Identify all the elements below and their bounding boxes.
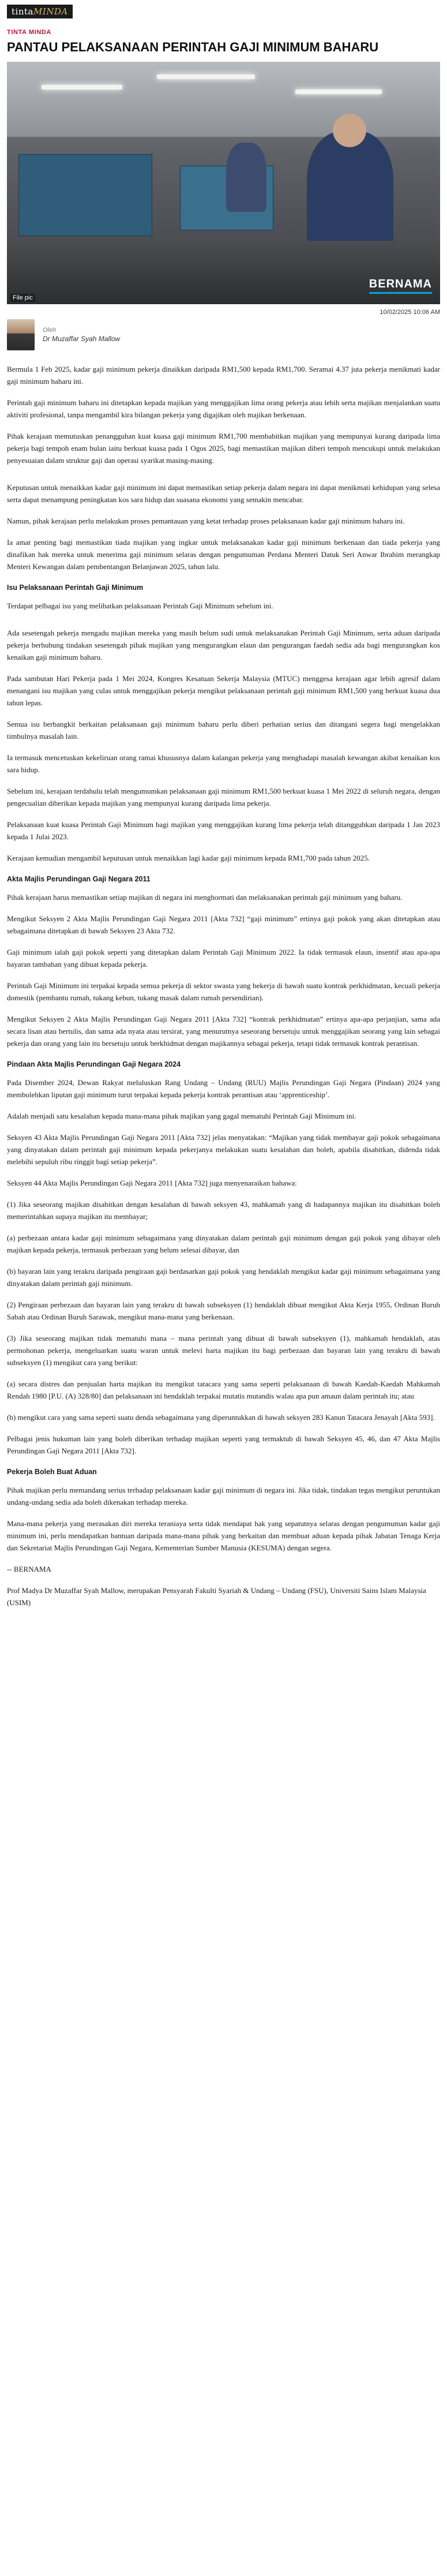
paragraph: (1) Jika seseorang majikan disabitkan dengan kesalahan di bawah seksyen 43, mahkamah yang di hadapannya majikan itu disabitkan boleh memerintahkan supaya majikan itu membayar;: [7, 1200, 440, 1221]
paragraph: Perintah gaji minimum baharu ini ditetapkan kepada majikan yang menggajikan lima orang pekerja atau lebih serta majikan menjalankan suatu aktiviti profesional, tanpa mengambil kira bilangan pekerja yang digajikan oleh majikan berkenaan.: [7, 398, 440, 419]
logo-text-a: tinta: [12, 6, 33, 17]
paragraph: Ia termasuk mencetuskan kekeliruan orang ramai khususnya dalam kalangan pekerja yang menghadapi masalah kewangan akibat kenaikan kos sara hidup.: [7, 753, 440, 774]
photo-worker: [226, 143, 266, 212]
paragraph: Mengikut Seksyen 2 Akta Majlis Perundingan Gaji Negara 2011 [Akta 732] “kontrak perkhidmatan” ertinya apa-apa perjanjian, sama ada secara lisan atau bertulis, dan sama ada nyata atau tersirat, yang menurutnya seseorang bersetuju untuk menggajikan seorang yang lain sebagai pekerja dan orang yang lain itu bersetuju untuk berkhidmat dengan majikannya sebagai pekerja, tetapi tidak termasuk kontrak perantisan.: [7, 1015, 440, 1048]
paragraph: Sebelum ini, kerajaan terdahulu telah mengumumkan pelaksanaan gaji minimum RM1,500 berkuat kuasa 1 Mei 2022 di seluruh negara, dengan pengecualian diberikan kepada majikan yang mempunyai kurang daripada lima pekerja.: [7, 787, 440, 807]
paragraph: (a) secara distres dan penjualan harta majikan itu mengikut tatacara yang sama seperti pelaksanaan di bawah Kaedah-Kaedah Mahkamah Rendah 1980 [P.U. (A) 328/80] dan pelaksanaan ini hendaklah terpakai mutatis mutandis walau apa pun amaun dalam perintah itu; atau: [7, 1379, 440, 1400]
section-rubric[interactable]: TINTA MINDA: [7, 29, 51, 36]
photo-machine: [18, 154, 152, 236]
subheading: Akta Majlis Perundingan Gaji Negara 2011: [7, 875, 151, 883]
paragraph: Adalah menjadi satu kesalahan kepada mana-mana pihak majikan yang gagal mematuhi Perintah Gaji Minimum ini.: [7, 1112, 356, 1120]
article: [0, 29, 447, 1609]
byline-prefix: Oleh: [43, 327, 57, 334]
paragraph: Pihak kerajaan memutuskan penangguhan kuat kuasa gaji minimum RM1,700 membabitkan majikan yang mempunyai kurang daripada lima pekerja bagi tempoh enam bulan iaitu berkuat kuasa pada 1 Ogos 2025, bagi memastikan majikan diberi tempoh mencukupi untuk melakukan penyesuaian dalam struktur gaji dan operasi syarikat masing-masing.: [7, 432, 440, 465]
author-bio: Prof Madya Dr Muzaffar Syah Mallow, merupakan Pensyarah Fakulti Syariah & Undang – Undang (FSU), Universiti Sains Islam Malaysia (USIM): [7, 1586, 426, 1607]
paragraph: Pelaksanaan kuat kuasa Perintah Gaji Minimum bagi majikan yang menggajikan kurang lima pekerja telah ditangguhkan daripada 1 Jan 2023 kepada 1 Julai 2023.: [7, 820, 440, 841]
subheading: Isu Pelaksanaan Perintah Gaji Minimum: [7, 584, 144, 592]
logo-text-b: MINDA: [33, 6, 68, 17]
paragraph: Perintah Gaji Minimum ini terpakai kepada semua pekerja di sektor swasta yang bekerja di bawah suatu kontrak perkhidmatan, kecuali pekerja domestik (pembantu rumah, tukang kebun, tukang masak dalam rumah persendirian).: [7, 981, 440, 1002]
author-name[interactable]: Dr Muzaffar Syah Mallow: [43, 335, 121, 343]
paragraph: Pada Disember 2024, Dewan Rakyat meluluskan Rang Undang – Undang (RUU) Majlis Perundingan Gaji Negara (Pindaan) 2024 yang membolehkan liputan gaji minimum turut terpakai kepada pekerja kontrak perantisan atau ‘apprenticeship’.: [7, 1078, 440, 1099]
paragraph: Bermula 1 Feb 2025, kadar gaji minimum pekerja dinaikkan daripada RM1,500 kepada RM1,700. Seramai 4.37 juta pekerja menikmati kadar gaji minimum baharu ini.: [7, 365, 440, 386]
paragraph: Semua isu berbangkit berkaitan pelaksanaan gaji minimum baharu perlu diberi perhatian serius dan ditangani segera bagi mengelakkan timbulnya masalah lain.: [7, 720, 440, 741]
publish-timestamp: 10/02/2025 10:06 AM: [380, 309, 440, 316]
paragraph: (b) bayaran lain yang terakru daripada pengiraan gaji berdasarkan gaji pokok yang hendaklah mengikut kadar gaji minimum sebagaimana yang dinyatakan dalam perintah gaji minimum.: [7, 1267, 440, 1288]
photo-ceiling: [7, 62, 440, 137]
paragraph: Pihak kerajaan harus memastikan setiap majikan di negara ini menghormati dan melaksanakan perintah gaji minimum yang baharu.: [7, 893, 403, 902]
photo-light: [42, 85, 122, 89]
photo-caption: File pic: [10, 294, 35, 302]
paragraph: Kerajaan kemudian mengambil keputusan untuk menaikkan lagi kadar gaji minimum kepada RM1,700 pada tahun 2025.: [7, 854, 370, 862]
photo-worker-head: [333, 114, 366, 147]
photo-credit: BERNAMA: [369, 278, 432, 294]
paragraph: Gaji minimum ialah gaji pokok seperti yang ditetapkan dalam Perintah Gaji Minimum 2022. Ia tidak termasuk elaun, insentif atau apa-apa bayaran tambahan yang dibuat kepada pekerja.: [7, 948, 440, 969]
paragraph: Mana-mana pekerja yang merasakan diri mereka teraniaya serta tidak mendapat hak yang sepatutnya selaras dengan pengumuman kadar gaji minimum ini, perlu mendapatkan bantuan daripada mana-mana pihak yang berkaitan dan membuat aduan kepada pihak Jabatan Tenaga Kerja dan Sekretariat Majlis Perundingan Gaji Negara, Kementerian Sumber Manusia (KESUMA) dengan segera.: [7, 1519, 440, 1552]
author-block: [7, 319, 440, 350]
paragraph: Mengikut Seksyen 2 Akta Majlis Perundingan Gaji Negara 2011 [Akta 732] “gaji minimum” ertinya gaji pokok yang akan ditetapkan atau sebagaimana ditetapkan di bawah Seksyen 23 Akta 732.: [7, 914, 440, 935]
site-header: [0, 0, 447, 21]
sign-off: -- BERNAMA: [7, 1565, 51, 1573]
paragraph: Keputusan untuk menaikkan kadar gaji minimum ini dapat memastikan setiap pekerja dalam negara ini dapat menikmati kehidupan yang selesa serta dapat menampung peningkatan kos sara hidup dan suasana ekonomi yang semakin mencabar.: [7, 483, 440, 504]
paragraph: Ia amat penting bagi memastikan tiada majikan yang ingkar untuk melaksanakan kadar gaji minimum berkenaan dan tiada pekerja yang dinafikan hak mereka untuk menerima gaji minimum selaras dengan pengumuman Perdana Menteri Datuk Seri Anwar Ibrahim merangkap Menteri Kewangan dalam pembentangan Belanjawan 2025, tahun lalu.: [7, 538, 440, 571]
paragraph: Terdapat pelbagai isu yang melibatkan pelaksanaan Perintah Gaji Minimum sebelum ini.: [7, 601, 273, 610]
paragraph: Seksyen 43 Akta Majlis Perundingan Gaji Negara 2011 [Akta 732] jelas menyatakan: “Majikan yang tidak membayar gaji pokok sebagaimana yang dinyatakan dalam perintah gaji minimum kepada pekerjanya melakukan suatu kesalahan dan boleh, apabila disabitkan, didenda tidak melebihi sepuluh ribu ringgit bagi setiap pekerja”.: [7, 1133, 440, 1166]
paragraph: Pelbagai jenis hukuman lain yang boleh diberikan terhadap majikan seperti yang termaktub di bawah Seksyen 45, 46, dan 47 Akta Majlis Perundingan Gaji Negara 2011 [Akta 732].: [7, 1434, 440, 1455]
paragraph: Seksyen 44 Akta Majlis Perundingan Gaji Negara 2011 [Akta 732] juga menyenaraikan bahawa:: [7, 1179, 297, 1187]
subheading: Pindaan Akta Majlis Perundingan Gaji Negara 2024: [7, 1060, 181, 1068]
paragraph: Pihak majikan perlu memandang serius terhadap pelaksanaan kadar gaji minimum di negara ini. Jika tidak, tindakan tegas mengikut peruntukan undang-undang sedia ada boleh dikenakan terhadap mereka.: [7, 1486, 440, 1506]
subheading: Pekerja Boleh Buat Aduan: [7, 1468, 97, 1476]
photo-worker: [307, 131, 393, 252]
paragraph: (2) Pengiraan perbezaan dan bayaran lain yang terakru di bawah subseksyen (1) hendaklah dibuat mengikut Akta Kerja 1955, Ordinan Buruh Sabah atau Ordinan Buruh Sarawak, mengikut mana-mana yang berkenaan.: [7, 1300, 440, 1321]
paragraph: (b) mengikut cara yang sama seperti suatu denda sebagaimana yang diperuntukkan di bawah seksyen 283 Kanun Tatacara Jenayah [Akta 593].: [7, 1413, 435, 1422]
author-avatar: [7, 319, 35, 350]
paragraph: Ada sesetengah pekerja mengadu majikan mereka yang masih belum sudi untuk melaksanakan Perintah Gaji Minimum, serta aduan daripada pekerja berhubung tindakan sesetengah pihak majikan yang mengurangkan elaun dan pengurangan faedah sedia ada bagi mengurangkan kos kenaikan gaji minimum baharu.: [7, 629, 440, 661]
paragraph: Pada sambutan Hari Pekerja pada 1 Mei 2024, Kongres Kesatuan Sekerja Malaysia (MTUC) menggesa kerajaan agar lebih agresif dalam menangani isu majikan yang culas untuk menggajikan pekerja mengikut pelaksanaan perintah gaji minimum RM1,500 yang berkuat kuasa dua tahun lepas.: [7, 674, 440, 707]
paragraph: (3) Jika seseorang majikan tidak mematuhi mana – mana perintah yang dibuat di bawah subseksyen (1), mahkamah hendaklah, atas permohonan pekerja, mengeluarkan suatu waran untuk melevi harta majikan itu bagi perbezaan dan bayaran lain yang terakru di bawah subseksyen (1) mengikut cara yang berikut:: [7, 1334, 440, 1367]
hero-photo: [7, 62, 440, 304]
photo-light: [157, 74, 255, 79]
photo-light: [295, 89, 382, 94]
photo-floor: [7, 241, 440, 304]
paragraph: (a) perbezaan antara kadar gaji minimum sebagaimana yang dinyatakan dalam perintah gaji minimum dengan gaji pokok yang dibayar oleh majikan kepada pekerja, termasuk perbezaan yang belum selesai dibayar, dan: [7, 1233, 440, 1254]
paragraph: Namun, pihak kerajaan perlu melakukan proses pemantauan yang ketat terhadap proses pelaksanaan kadar gaji minimum baharu ini.: [7, 517, 405, 525]
site-logo[interactable]: [7, 5, 73, 18]
article-title: PANTAU PELAKSANAAN PERINTAH GAJI MINIMUM BAHARU: [7, 40, 379, 54]
